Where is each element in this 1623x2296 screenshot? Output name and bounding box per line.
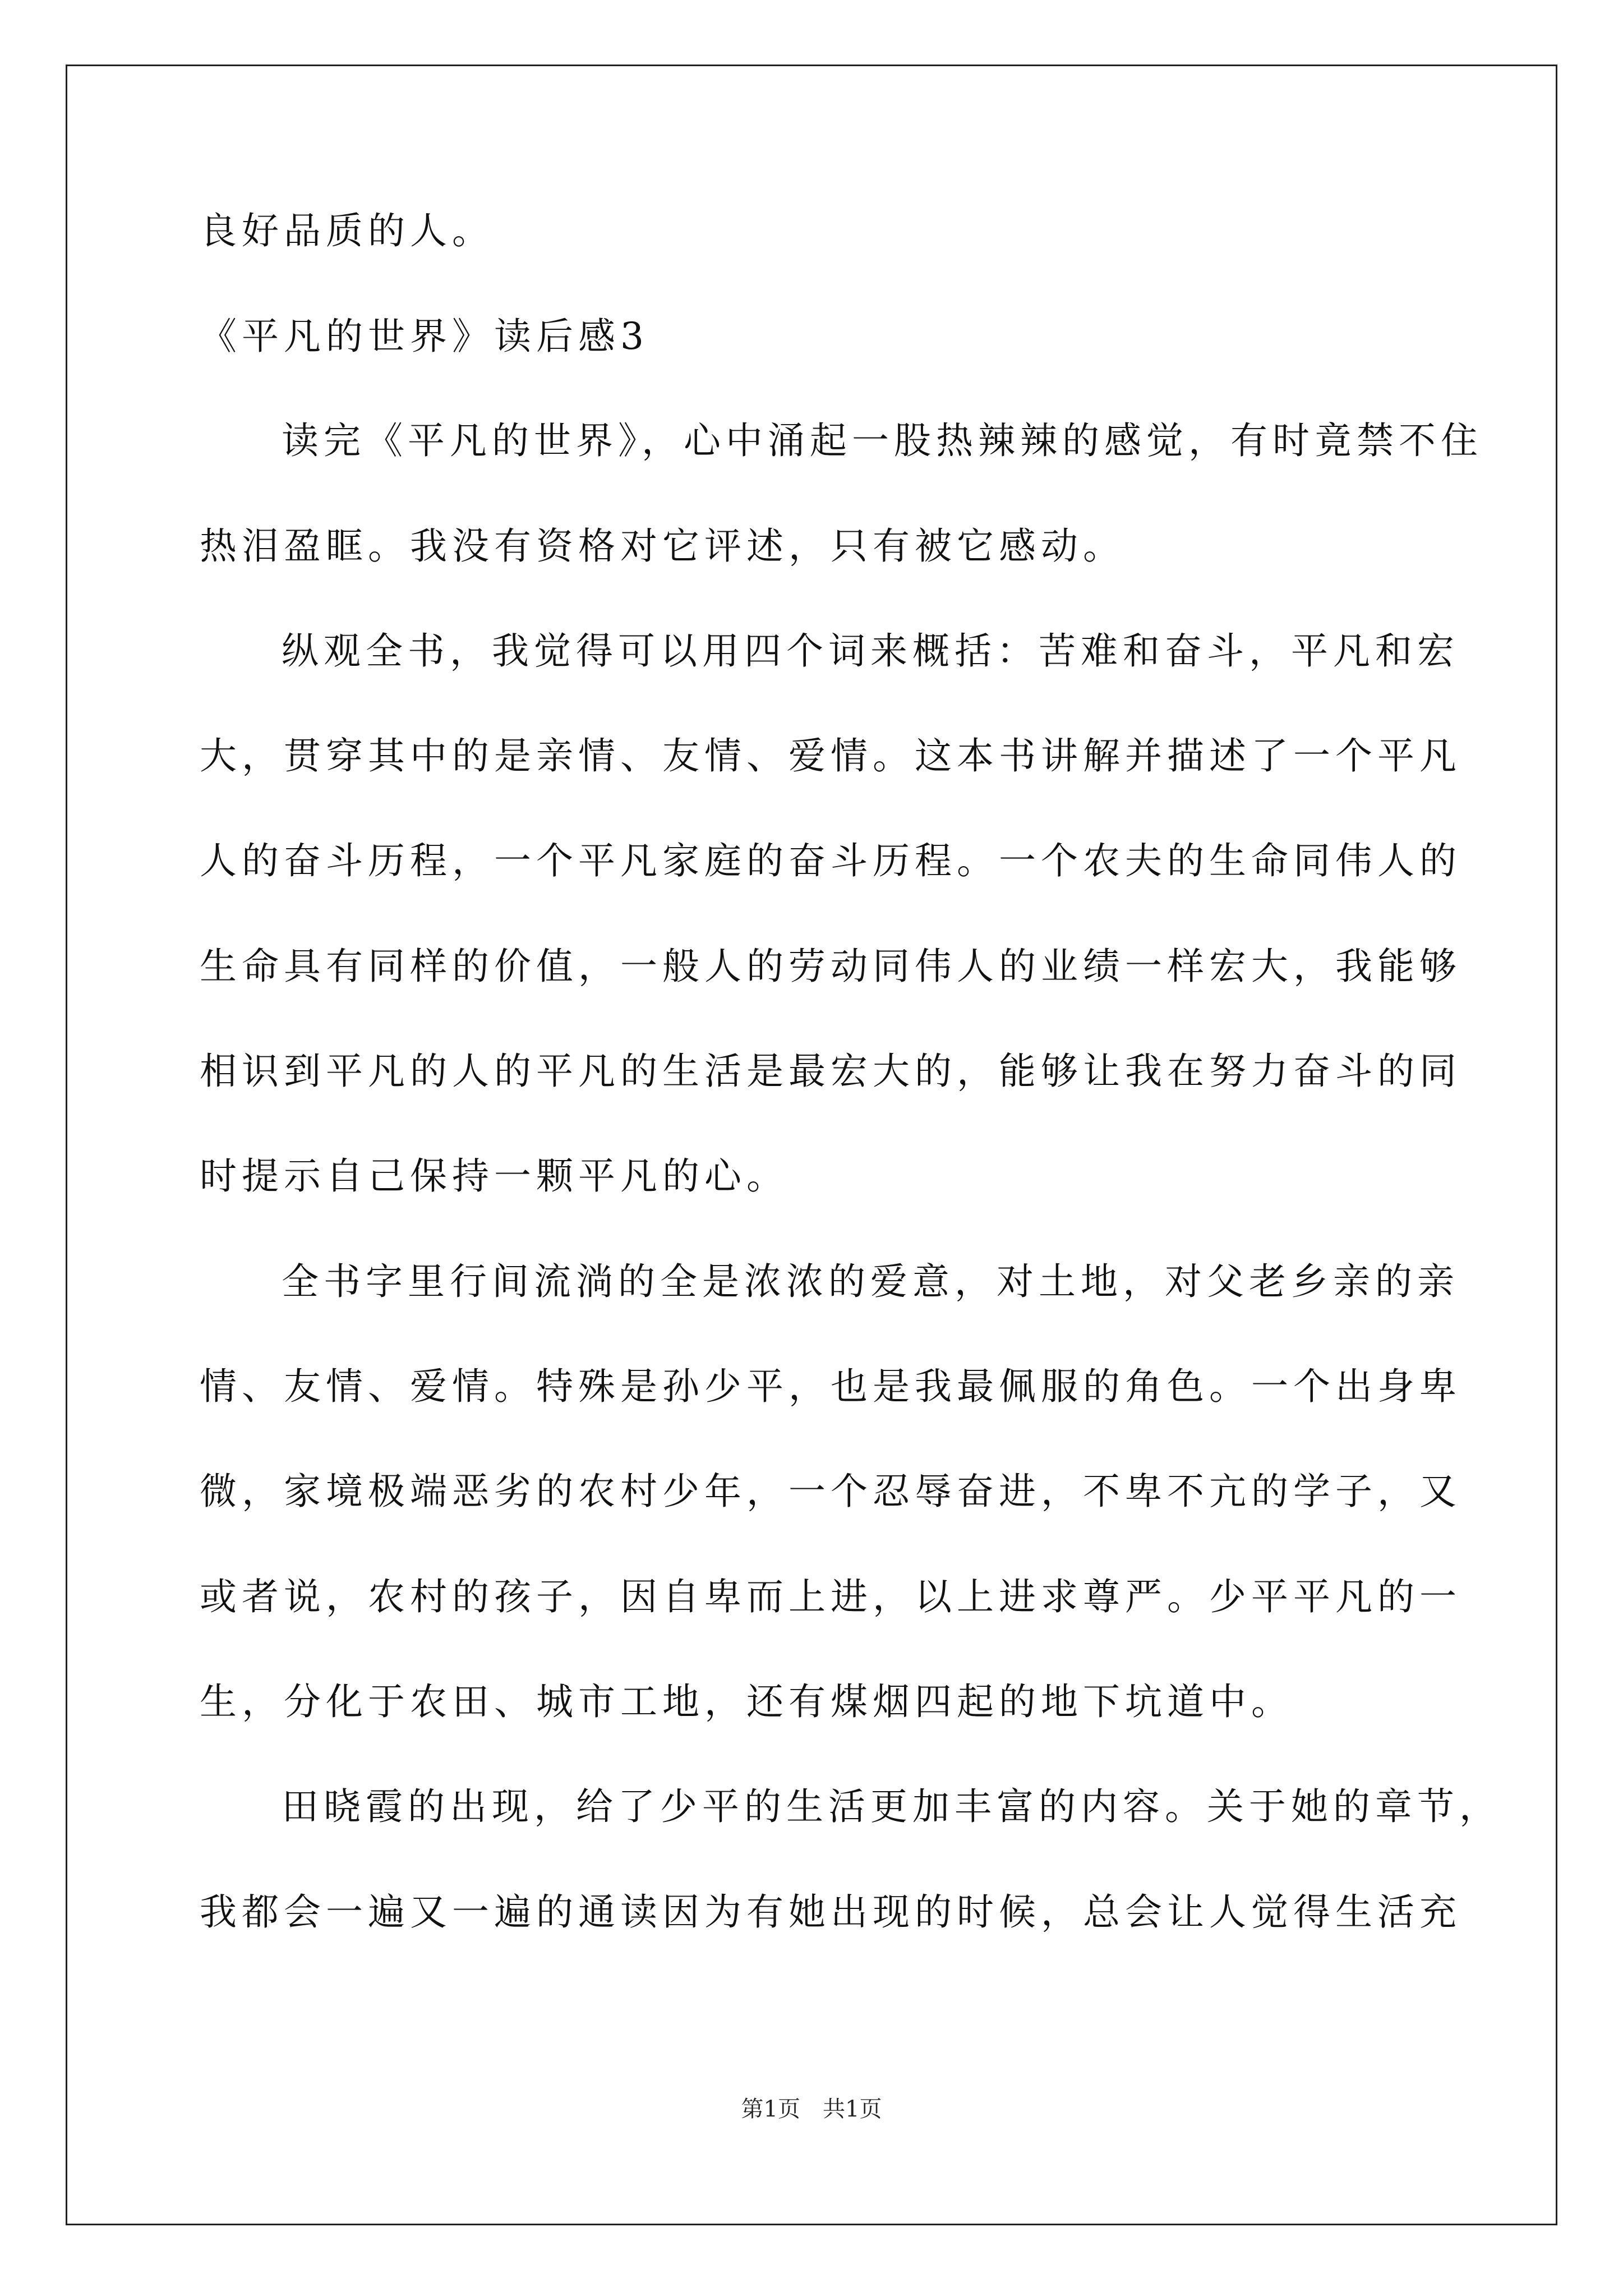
text-line: 读完《平凡的世界》，心中涌起一股热辣辣的感觉，有时竟禁不住 [282,419,1483,462]
text-line: 热泪盈眶。我没有资格对它评述，只有被它感动。 [200,524,1125,568]
text-line: 或者说，农村的孩子，因自卑而上进，以上进求尊严。少平平凡的一 [200,1575,1461,1618]
text-line: 微，家境极端恶劣的农村少年，一个忍辱奋进，不卑不亢的学子，又 [200,1470,1461,1513]
text-line: 生命具有同样的价值，一般人的劳动同伟人的业绩一样宏大，我能够 [200,945,1461,988]
text-line: 生，分化于农田、城市工地，还有煤烟四起的地下坑道中。 [200,1680,1293,1723]
text-line: 大，贯穿其中的是亲情、友情、爱情。这本书讲解并描述了一个平凡 [200,734,1461,777]
page-footer: 第1页 共1页 [741,2096,882,2122]
text-line: 情、友情、爱情。特殊是孙少平，也是我最佩服的角色。一个出身卑 [200,1365,1461,1408]
text-line: 良好品质的人。 [200,209,494,252]
text-line: 全书字里行间流淌的全是浓浓的爱意，对土地，对父老乡亲的亲 [282,1260,1459,1303]
text-line: 田晓霞的出现，给了少平的生活更加丰富的内容。关于她的章节， [282,1785,1501,1828]
text-line: 我都会一遍又一遍的通读因为有她出现的时候，总会让人觉得生活充 [200,1890,1461,1934]
text-line: 时提示自己保持一颗平凡的心。 [200,1154,789,1198]
text-line: 纵观全书，我觉得可以用四个词来概括：苦难和奋斗，平凡和宏 [282,629,1459,673]
text-line: 人的奋斗历程，一个平凡家庭的奋斗历程。一个农夫的生命同伟人的 [200,839,1461,882]
text-line: 相识到平凡的人的平凡的生活是最宏大的，能够让我在努力奋斗的同 [200,1050,1461,1093]
section-heading: 《平凡的世界》读后感3 [200,315,649,358]
